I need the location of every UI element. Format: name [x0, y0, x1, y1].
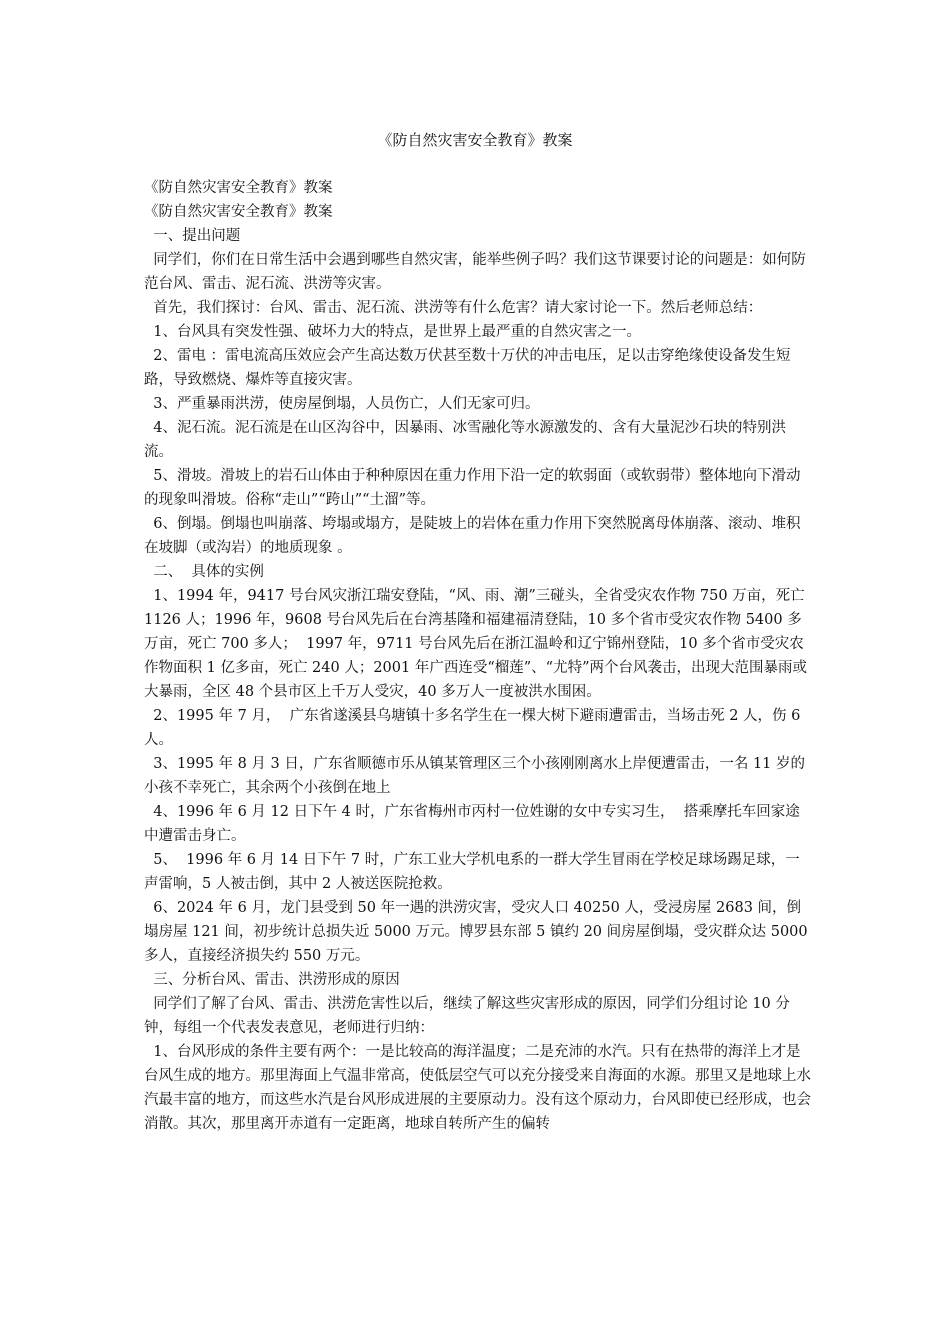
list-item: 1、台风具有突发性强、破坏力大的特点，是世界上最严重的自然灾害之一。	[144, 324, 641, 340]
section-heading: 三、分析台风、雷击、洪涝形成的原因	[144, 972, 400, 988]
paragraph: 同学们了解了台风、雷击、洪涝危害性以后，继续了解这些灾害形成的原因，同学们分组讨论 10 分钟，每组一个代表发表意见，老师进行归纳：	[144, 996, 790, 1036]
list-item: 6、2024 年 6 月，龙门县受到 50 年一遇的洪涝灾害，受灾人口 40250 人，受浸房屋 2683 间，倒塌房屋 121 间，初步统计总损失近 5000 万元。博罗县东部 5 镇约 20 间房屋倒塌，受灾群众达 5000 多人，直接经济损失约 550 万元。	[144, 900, 813, 964]
list-item: 3、严重暴雨洪涝，使房屋倒塌，人员伤亡，人们无家可归。	[144, 396, 540, 412]
section-heading: 一、提出问题	[144, 228, 241, 244]
list-item: 6、倒塌。倒塌也叫崩落、垮塌或塌方，是陡坡上的岩体在重力作用下突然脱离母体崩落、滚动、堆积在坡脚（或沟岩）的地质现象 。	[144, 516, 801, 556]
list-item: 1、1994 年，9417 号台风灾浙江瑞安登陆，“风、雨、潮”三碰头，全省受灾农作物 750 万亩，死亡 1126 人；1996 年，9608 号台风先后在台湾基隆和福建福清登陆，10 多个省市受灾农作物 5400 多万亩，死亡 700 多人； 1997 年，9711 号台风先后在浙江温岭和辽宁锦州登陆，10 多个省市受灾农作物面积 1 亿多亩，死亡 240 人；2001 年广西连受“榴莲”、“尤特”两个台风袭击，出现大范围暴雨或大暴雨，全区 48 个县市区上千万人受灾，40 多万人一度被洪水围困。	[144, 588, 810, 700]
list-item: 1、台风形成的条件主要有两个：一是比较高的海洋温度；二是充沛的水汽。只有在热带的海洋上才是台风生成的地方。那里海面上气温非常高，使低层空气可以充分接受来自海面的水源。那里又是地球上水汽最丰富的地方，而这些水汽是台风形成进展的主要原动力。没有这个原动力，台风即使已经形成，也会消散。其次，那里离开赤道有一定距离，地球自转所产生的偏转	[144, 1044, 811, 1132]
list-item: 3、1995 年 8 月 3 日，广东省顺德市乐从镇某管理区三个小孩刚刚离水上岸便遭雷击，一名 11 岁的小孩不幸死亡，其余两个小孩倒在地上	[144, 756, 806, 796]
list-item: 4、1996 年 6 月 12 日下午 4 时，广东省梅州市丙村一位姓谢的女中专实习生， 搭乘摩托车回家途中遭雷击身亡。	[144, 804, 800, 844]
list-item: 2、雷电 ：雷电流高压效应会产生高达数万伏甚至数十万伏的冲击电压，足以击穿绝缘使设备发生短路，导致燃烧、爆炸等直接灾害。	[144, 348, 791, 388]
list-item: 5、滑坡。滑坡上的岩石山体由于种种原因在重力作用下沿一定的软弱面（或软弱带）整体地向下滑动的现象叫滑坡。俗称“走山”“跨山”“土溜”等。	[144, 468, 801, 508]
list-item: 5、 1996 年 6 月 14 日下午 7 时，广东工业大学机电系的一群大学生冒雨在学校足球场踢足球，一声雷响，5 人被击倒，其中 2 人被送医院抢救。	[144, 852, 800, 892]
section-heading: 二、 具体的实例	[144, 564, 264, 580]
list-item: 2、1995 年 7 月， 广东省遂溪县乌塘镇十多名学生在一棵大树下避雨遭雷击，当场击死 2 人，伤 6 人。	[144, 708, 806, 748]
list-item: 4、泥石流。泥石流是在山区沟谷中，因暴雨、冰雪融化等水源激发的、含有大量泥沙石块的特别洪流。	[144, 420, 786, 460]
document-body	[144, 176, 814, 1136]
paragraph: 首先，我们探讨：台风、雷击、泥石流、洪涝等有什么危害？请大家讨论一下。然后老师总结：	[144, 300, 763, 316]
paragraph: 《防自然灾害安全教育》教案	[144, 204, 333, 220]
paragraph: 同学们，你们在日常生活中会遇到哪些自然灾害，能举些例子吗？我们这节课要讨论的问题是：如何防范台风、雷击、泥石流、洪涝等灾害。	[144, 252, 806, 292]
document-title: 《防自然灾害安全教育》教案	[377, 131, 573, 149]
paragraph: 《防自然灾害安全教育》教案	[144, 180, 333, 196]
